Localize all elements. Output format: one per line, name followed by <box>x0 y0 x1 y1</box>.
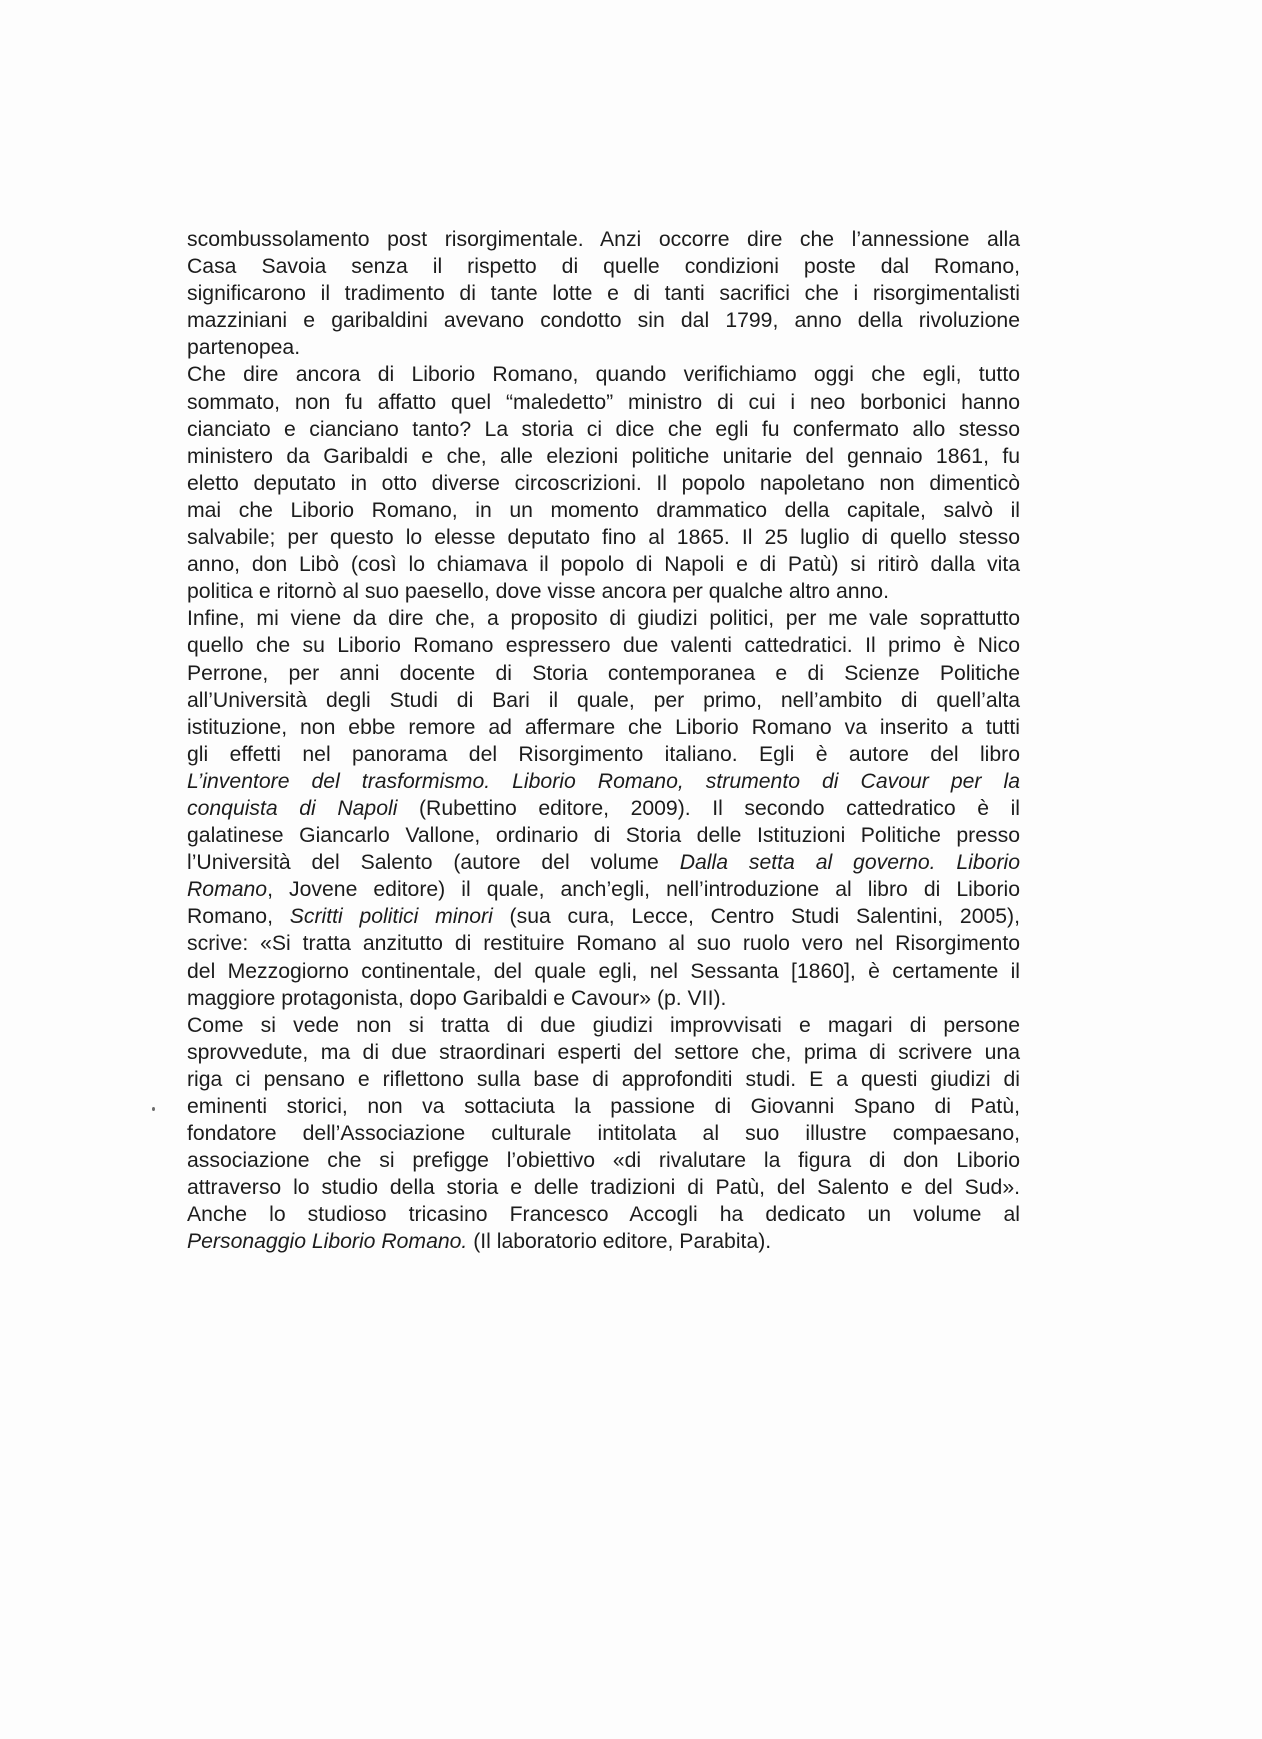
paragraph <box>187 1012 1020 1256</box>
text-segment: Come si vede non si tratta di due giudizi improvvisati e magari di persone <box>187 1013 1020 1037</box>
text-segment: Che dire ancora di Liborio Romano, quando verifichiamo oggi che egli, tutto <box>187 363 1020 387</box>
text-line <box>187 930 1020 957</box>
text-line <box>187 876 1020 903</box>
text-segment: fondatore dell’Associazione culturale intitolata al suo illustre compaesano, <box>187 1122 1020 1146</box>
text-line <box>187 1093 1020 1120</box>
paragraph <box>187 226 1020 361</box>
text-line <box>187 849 1020 876</box>
text-segment: (sua cura, Lecce, Centro Studi Salentini, 2005), <box>492 905 1020 929</box>
text-segment: Perrone, per anni docente di Storia contemporanea e di Scienze Politiche <box>187 661 1020 685</box>
text-line <box>187 660 1020 687</box>
text-line <box>187 903 1020 930</box>
text-segment: quello che su Liborio Romano espressero due valenti cattedratici. Il primo è Nico <box>187 634 1020 658</box>
italic-title-text: Scritti politici minori <box>289 905 493 929</box>
text-segment: l’Università del Salento (autore del volume <box>187 851 680 875</box>
text-line <box>187 389 1020 416</box>
text-line <box>187 1120 1020 1147</box>
text-line <box>187 822 1020 849</box>
text-segment: Romano, <box>187 905 290 929</box>
text-segment: (Rubettino editore, 2009). Il secondo cattedratico è il <box>397 796 1020 820</box>
text-segment: ministero da Garibaldi e che, alle elezioni politiche unitarie del gennaio 1861, fu <box>187 444 1020 468</box>
body-text <box>187 226 1020 1256</box>
text-segment: attraverso lo studio della storia e delle tradizioni di Patù, del Salento e del Sud». <box>187 1176 1020 1200</box>
text-segment: Infine, mi viene da dire che, a proposito di giudizi politici, per me vale soprattutto <box>187 607 1020 631</box>
text-line <box>187 578 1020 605</box>
text-line <box>187 253 1020 280</box>
text-line <box>187 605 1020 632</box>
italic-title-text: Personaggio Liborio Romano. <box>187 1230 468 1254</box>
text-segment: maggiore protagonista, dopo Garibaldi e Cavour» (p. VII). <box>187 986 727 1010</box>
text-line <box>187 1147 1020 1174</box>
italic-title-text: Dalla setta al governo. Liborio <box>679 851 1020 875</box>
text-segment: sprovvedute, ma di due straordinari esperti del settore che, prima di scrivere una <box>187 1040 1020 1064</box>
text-segment: , Jovene editore) il quale, anch’egli, nell’introduzione al libro di Liborio <box>267 878 1020 902</box>
italic-title-text: Romano <box>187 878 268 902</box>
text-line <box>187 226 1020 253</box>
text-line <box>187 1174 1020 1201</box>
text-segment: mai che Liborio Romano, in un momento drammatico della capitale, salvò il <box>187 498 1020 522</box>
paragraph <box>187 605 1020 1011</box>
text-line <box>187 280 1020 307</box>
text-line <box>187 416 1020 443</box>
text-segment: eletto deputato in otto diverse circoscrizioni. Il popolo napoletano non dimenticò <box>187 471 1020 495</box>
text-line <box>187 714 1020 741</box>
text-line <box>187 1066 1020 1093</box>
text-line <box>187 497 1020 524</box>
text-line <box>187 361 1020 388</box>
text-segment: scrive: «Si tratta anzitutto di restituire Romano al suo ruolo vero nel Risorgimento <box>187 932 1020 956</box>
text-segment: scombussolamento post risorgimentale. Anzi occorre dire che l’annessione alla <box>187 228 1020 251</box>
paragraph <box>187 361 1020 605</box>
text-segment: salvabile; per questo lo elesse deputato fino al 1865. Il 25 luglio di quello stesso <box>187 526 1020 550</box>
text-segment: anno, don Libò (così lo chiamava il popolo di Napoli e di Patù) si ritirò dalla vita <box>187 553 1020 577</box>
text-line <box>187 443 1020 470</box>
text-line <box>187 470 1020 497</box>
text-line <box>187 1228 1020 1255</box>
text-line <box>187 795 1020 822</box>
text-line <box>187 1201 1020 1228</box>
text-segment: del Mezzogiorno continentale, del quale egli, nel Sessanta [1860], è certamente il <box>187 959 1020 983</box>
text-segment: mazziniani e garibaldini avevano condotto sin dal 1799, anno della rivoluzione <box>187 309 1020 333</box>
text-segment: galatinese Giancarlo Vallone, ordinario di Storia delle Istituzioni Politiche presso <box>187 824 1020 848</box>
text-line <box>187 1039 1020 1066</box>
text-segment: riga ci pensano e riflettono sulla base di approfonditi studi. E a questi giudizi di <box>187 1067 1020 1091</box>
italic-title-text: conquista di Napoli <box>187 796 398 820</box>
text-line <box>187 551 1020 578</box>
text-line <box>187 1012 1020 1039</box>
text-segment: politica e ritornò al suo paesello, dove visse ancora per qualche altro anno. <box>187 580 889 604</box>
text-line <box>187 334 1020 361</box>
text-line <box>187 307 1020 334</box>
text-segment: partenopea. <box>187 336 301 360</box>
text-segment: eminenti storici, non va sottaciuta la passione di Giovanni Spano di Patù, <box>187 1095 1020 1118</box>
text-line <box>187 687 1020 714</box>
scan-speck <box>152 1107 155 1111</box>
text-line <box>187 958 1020 985</box>
text-segment: associazione che si prefigge l’obiettivo «di rivalutare la figura di don Liborio <box>187 1149 1020 1173</box>
text-segment: Anche lo studioso tricasino Francesco Accogli ha dedicato un volume al <box>187 1203 1020 1227</box>
text-segment: all’Università degli Studi di Bari il quale, per primo, nell’ambito di quell’alta <box>187 688 1020 712</box>
text-segment: (Il laboratorio editore, Parabita). <box>467 1230 772 1254</box>
text-segment: gli effetti nel panorama del Risorgimento italiano. Egli è autore del libro <box>187 742 1020 766</box>
italic-title-text: L’inventore del trasformismo. Liborio Romano, strumento di Cavour per la <box>187 769 1020 793</box>
text-segment: sommato, non fu affatto quel “maledetto” ministro di cui i neo borbonici hanno <box>187 390 1020 414</box>
text-line <box>187 524 1020 551</box>
text-line <box>187 741 1020 768</box>
text-segment: cianciato e cianciano tanto? La storia ci dice che egli fu confermato allo stesso <box>187 417 1020 441</box>
text-segment: istituzione, non ebbe remore ad affermare che Liborio Romano va inserito a tutti <box>187 715 1020 739</box>
text-line <box>187 768 1020 795</box>
text-line <box>187 985 1020 1012</box>
text-segment: significarono il tradimento di tante lotte e di tanti sacrifici che i risorgimentalisti <box>187 282 1020 306</box>
text-segment: Casa Savoia senza il rispetto di quelle condizioni poste dal Romano, <box>187 255 1020 279</box>
text-line <box>187 632 1020 659</box>
